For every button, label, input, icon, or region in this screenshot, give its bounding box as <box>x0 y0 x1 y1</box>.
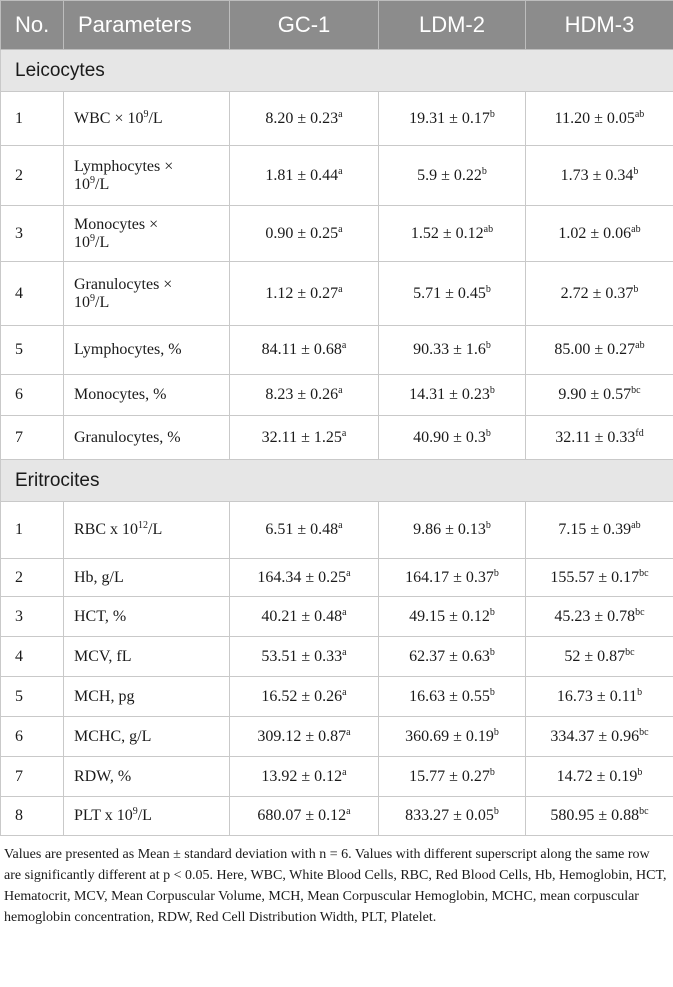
table-row <box>1 416 673 460</box>
value-cell-gc1 <box>230 326 379 375</box>
value-ldm2: 16.63 ± 0.55 <box>409 687 490 705</box>
value-cell-gc1 <box>230 416 379 460</box>
parameter-name: MCH, pg <box>74 687 135 705</box>
parameter-name: WBC × 10 <box>74 109 144 127</box>
value-gc1: 8.23 ± 0.26 <box>265 386 339 403</box>
table-row <box>1 559 673 597</box>
value-gc1: 13.92 ± 0.12 <box>261 767 343 785</box>
parameter-cell <box>64 416 230 460</box>
parameter-cell <box>64 206 230 262</box>
value-cell-gc1 <box>230 375 379 416</box>
significance-superscript: ab <box>634 108 645 120</box>
value-ldm2: 1.52 ± 0.12 <box>410 224 484 242</box>
significance-superscript: b <box>489 606 495 618</box>
parameter-cell <box>64 717 230 757</box>
value-cell-hdm3 <box>526 677 673 717</box>
parameter-unit-suffix: /L <box>95 233 110 251</box>
value-cell-ldm2 <box>379 597 526 637</box>
significance-superscript: bc <box>635 606 645 618</box>
table-row <box>1 502 673 559</box>
table-row <box>1 637 673 677</box>
value-ldm2: 90.33 ± 1.6 <box>413 341 486 358</box>
value-cell-ldm2 <box>379 146 526 206</box>
significance-superscript: a <box>341 427 347 439</box>
row-number: 3 <box>1 206 64 262</box>
parameter-cell <box>64 637 230 677</box>
value-hdm3: 11.20 ± 0.05 <box>554 109 635 127</box>
significance-superscript: a <box>342 606 347 618</box>
row-number: 2 <box>1 559 64 597</box>
parameter-unit-suffix: /L <box>137 807 152 824</box>
significance-superscript: bc <box>639 567 649 579</box>
value-hdm3: 9.90 ± 0.57 <box>558 386 632 403</box>
significance-superscript: ab <box>631 520 641 531</box>
value-gc1: 32.11 ± 1.25 <box>261 428 342 446</box>
parameter-cell <box>64 757 230 797</box>
row-number: 4 <box>1 262 64 326</box>
section-row <box>1 460 673 502</box>
value-hdm3: 2.72 ± 0.37 <box>560 284 634 302</box>
value-ldm2: 833.27 ± 0.05 <box>405 807 494 824</box>
value-ldm2: 164.17 ± 0.37 <box>405 568 494 586</box>
significance-superscript: a <box>346 726 351 738</box>
value-cell-ldm2 <box>379 717 526 757</box>
parameter-unit-base: 10 <box>74 233 90 251</box>
significance-superscript: a <box>338 165 343 177</box>
value-hdm3: 7.15 ± 0.39 <box>558 521 632 538</box>
value-cell-hdm3 <box>526 637 673 677</box>
value-cell-hdm3 <box>526 597 673 637</box>
value-cell-gc1 <box>230 717 379 757</box>
parameter-cell <box>64 146 230 206</box>
significance-superscript: a <box>342 646 347 658</box>
parameter-name: Hb, g/L <box>74 568 124 586</box>
value-cell-hdm3 <box>526 502 673 559</box>
section-title: Leicocytes <box>1 50 673 92</box>
parameter-cell <box>64 92 230 146</box>
value-cell-hdm3 <box>526 797 673 836</box>
parameter-name: HCT, % <box>74 607 127 625</box>
value-ldm2: 15.77 ± 0.27 <box>409 767 490 785</box>
significance-superscript: ab <box>635 340 645 351</box>
table-row <box>1 326 673 375</box>
significance-superscript: b <box>485 520 491 531</box>
header-no: No. <box>1 1 64 50</box>
header-parameters: Parameters <box>64 1 230 50</box>
value-ldm2: 62.37 ± 0.63 <box>409 647 490 665</box>
parameter-cell <box>64 797 230 836</box>
value-cell-hdm3 <box>526 262 673 326</box>
value-cell-gc1 <box>230 206 379 262</box>
table-row <box>1 206 673 262</box>
significance-superscript: b <box>489 646 495 658</box>
value-cell-gc1 <box>230 637 379 677</box>
value-cell-gc1 <box>230 262 379 326</box>
value-cell-ldm2 <box>379 206 526 262</box>
parameter-name: MCHC, g/L <box>74 727 152 745</box>
value-gc1: 680.07 ± 0.12 <box>257 807 347 824</box>
significance-superscript: a <box>342 686 347 698</box>
value-cell-hdm3 <box>526 717 673 757</box>
table-row <box>1 717 673 757</box>
significance-superscript: a <box>338 108 343 120</box>
table-row <box>1 92 673 146</box>
parameter-unit-exponent: 9 <box>143 108 149 120</box>
significance-superscript: b <box>493 567 499 579</box>
value-ldm2: 14.31 ± 0.23 <box>409 386 490 403</box>
value-ldm2: 5.9 ± 0.22 <box>417 166 482 184</box>
parameter-cell <box>64 326 230 375</box>
significance-superscript: b <box>485 283 491 295</box>
value-cell-ldm2 <box>379 757 526 797</box>
parameter-unit-exponent: 9 <box>90 232 95 244</box>
table-row <box>1 757 673 797</box>
value-cell-ldm2 <box>379 559 526 597</box>
parameter-name: Monocytes × <box>74 215 159 233</box>
value-cell-gc1 <box>230 597 379 637</box>
row-number: 6 <box>1 375 64 416</box>
value-cell-gc1 <box>230 677 379 717</box>
value-hdm3: 334.37 ± 0.96 <box>550 727 640 745</box>
row-number: 5 <box>1 326 64 375</box>
significance-superscript: ab <box>631 223 641 235</box>
significance-superscript: b <box>633 283 639 295</box>
parameter-name: Lymphocytes × <box>74 157 174 175</box>
significance-superscript: b <box>493 806 499 817</box>
value-ldm2: 5.71 ± 0.45 <box>413 284 486 302</box>
significance-superscript: a <box>338 283 343 295</box>
value-cell-ldm2 <box>379 502 526 559</box>
section-row <box>1 50 673 92</box>
value-ldm2: 19.31 ± 0.17 <box>409 109 490 127</box>
parameter-cell <box>64 262 230 326</box>
parameter-unit-exponent: 12 <box>138 520 149 531</box>
value-cell-ldm2 <box>379 677 526 717</box>
value-hdm3: 32.11 ± 0.33 <box>555 428 636 446</box>
significance-superscript: ab <box>483 223 494 235</box>
significance-superscript: b <box>489 108 495 120</box>
parameter-unit-suffix: /L <box>148 521 163 538</box>
value-cell-ldm2 <box>379 416 526 460</box>
value-hdm3: 45.23 ± 0.78 <box>554 607 636 625</box>
parameter-name: Granulocytes × <box>74 275 173 293</box>
value-ldm2: 49.15 ± 0.12 <box>409 607 490 625</box>
table-row <box>1 677 673 717</box>
value-cell-hdm3 <box>526 92 673 146</box>
value-gc1: 0.90 ± 0.25 <box>265 224 339 242</box>
value-gc1: 164.34 ± 0.25 <box>257 568 347 586</box>
value-cell-ldm2 <box>379 262 526 326</box>
value-gc1: 84.11 ± 0.68 <box>261 341 342 358</box>
table-body <box>1 50 673 836</box>
value-ldm2: 360.69 ± 0.19 <box>405 727 494 745</box>
significance-superscript: b <box>489 686 495 698</box>
value-gc1: 8.20 ± 0.23 <box>265 109 339 127</box>
significance-superscript: a <box>338 223 343 235</box>
parameter-name: RBC x 10 <box>74 521 139 538</box>
significance-superscript: bc <box>625 646 635 658</box>
section-title: Eritrocites <box>1 460 673 502</box>
significance-superscript: b <box>481 165 487 177</box>
parameter-unit-suffix: /L <box>95 293 110 311</box>
significance-superscript: a <box>341 340 347 351</box>
significance-superscript: fd <box>635 427 644 439</box>
value-gc1: 1.12 ± 0.27 <box>265 284 339 302</box>
table-footnote: Values are presented as Mean ± standard deviation with n = 6. Values with different superscript along the same row are significantly different at p < 0.05. Here, WBC, White Blood Cells, RBC, Red Blood Cells, Hb, Hemoglobin, HCT, Hematocrit, MCV, Mean Corpuscular Volume, MCH, Mean Corpuscular Hemoglobin, MCHC, mean corpuscular hemoglobin concentration, RDW, Red Cell Distribution Width, PLT, Platelet. <box>4 847 667 925</box>
header-gc1: GC-1 <box>230 1 379 50</box>
significance-superscript: b <box>493 726 499 738</box>
row-number: 7 <box>1 416 64 460</box>
table-row <box>1 375 673 416</box>
value-cell-hdm3 <box>526 206 673 262</box>
parameter-unit-exponent: 9 <box>132 806 138 817</box>
parameter-cell <box>64 677 230 717</box>
significance-superscript: a <box>338 520 343 531</box>
significance-superscript: b <box>489 766 495 778</box>
row-number: 8 <box>1 797 64 836</box>
value-cell-gc1 <box>230 797 379 836</box>
row-number: 2 <box>1 146 64 206</box>
header-hdm3: HDM-3 <box>526 1 673 50</box>
value-hdm3: 16.73 ± 0.11 <box>556 687 638 705</box>
value-cell-gc1 <box>230 757 379 797</box>
value-hdm3: 580.95 ± 0.88 <box>550 807 640 824</box>
parameter-unit-exponent: 9 <box>90 174 95 186</box>
value-cell-ldm2 <box>379 797 526 836</box>
significance-superscript: b <box>633 165 639 177</box>
value-cell-hdm3 <box>526 326 673 375</box>
significance-superscript: b <box>485 340 491 351</box>
value-ldm2: 9.86 ± 0.13 <box>413 521 486 538</box>
parameter-name: RDW, % <box>74 767 132 785</box>
value-cell-ldm2 <box>379 637 526 677</box>
significance-superscript: a <box>342 766 347 778</box>
significance-superscript: bc <box>631 385 641 396</box>
significance-superscript: b <box>485 427 491 439</box>
value-gc1: 6.51 ± 0.48 <box>265 521 339 538</box>
row-number: 5 <box>1 677 64 717</box>
value-hdm3: 1.73 ± 0.34 <box>560 166 634 184</box>
header-ldm2: LDM-2 <box>379 1 526 50</box>
significance-superscript: b <box>489 385 495 396</box>
value-cell-gc1 <box>230 146 379 206</box>
significance-superscript: bc <box>639 726 649 738</box>
value-hdm3: 1.02 ± 0.06 <box>558 224 632 242</box>
parameter-unit-base: 10 <box>74 175 90 193</box>
parameter-unit-suffix: /L <box>148 109 163 127</box>
parameter-name: PLT x 10 <box>74 807 133 824</box>
value-cell-hdm3 <box>526 375 673 416</box>
parameter-name: Lymphocytes, % <box>74 341 182 358</box>
value-cell-ldm2 <box>379 375 526 416</box>
value-cell-hdm3 <box>526 757 673 797</box>
value-cell-ldm2 <box>379 92 526 146</box>
value-cell-ldm2 <box>379 326 526 375</box>
row-number: 7 <box>1 757 64 797</box>
parameter-cell <box>64 559 230 597</box>
row-number: 4 <box>1 637 64 677</box>
value-cell-hdm3 <box>526 146 673 206</box>
value-gc1: 53.51 ± 0.33 <box>261 647 343 665</box>
row-number: 1 <box>1 92 64 146</box>
parameter-name: Monocytes, % <box>74 386 167 403</box>
table-row <box>1 146 673 206</box>
parameter-unit-exponent: 9 <box>90 292 95 304</box>
value-cell-hdm3 <box>526 416 673 460</box>
table-row <box>1 797 673 836</box>
row-number: 1 <box>1 502 64 559</box>
significance-superscript: bc <box>639 806 649 817</box>
parameter-name: Granulocytes, % <box>74 428 181 446</box>
parameter-cell <box>64 502 230 559</box>
value-hdm3: 14.72 ± 0.19 <box>556 767 638 785</box>
significance-superscript: b <box>637 686 643 698</box>
significance-superscript: a <box>346 567 351 579</box>
value-gc1: 40.21 ± 0.48 <box>261 607 343 625</box>
value-hdm3: 155.57 ± 0.17 <box>550 568 640 586</box>
value-hdm3: 52 ± 0.87 <box>564 647 626 665</box>
parameter-cell <box>64 597 230 637</box>
table-header <box>1 1 673 50</box>
parameter-name: MCV, fL <box>74 647 132 665</box>
table-row <box>1 597 673 637</box>
row-number: 3 <box>1 597 64 637</box>
parameter-unit-suffix: /L <box>95 175 110 193</box>
value-cell-gc1 <box>230 92 379 146</box>
significance-superscript: a <box>346 806 351 817</box>
value-cell-gc1 <box>230 559 379 597</box>
significance-superscript: a <box>338 385 343 396</box>
row-number: 6 <box>1 717 64 757</box>
table-row <box>1 262 673 326</box>
value-cell-gc1 <box>230 502 379 559</box>
value-hdm3: 85.00 ± 0.27 <box>554 341 636 358</box>
value-gc1: 16.52 ± 0.26 <box>261 687 343 705</box>
value-cell-hdm3 <box>526 559 673 597</box>
value-ldm2: 40.90 ± 0.3 <box>413 428 486 446</box>
significance-superscript: b <box>637 766 643 778</box>
value-gc1: 1.81 ± 0.44 <box>265 166 339 184</box>
value-gc1: 309.12 ± 0.87 <box>257 727 347 745</box>
parameter-cell <box>64 375 230 416</box>
parameter-unit-base: 10 <box>74 293 90 311</box>
